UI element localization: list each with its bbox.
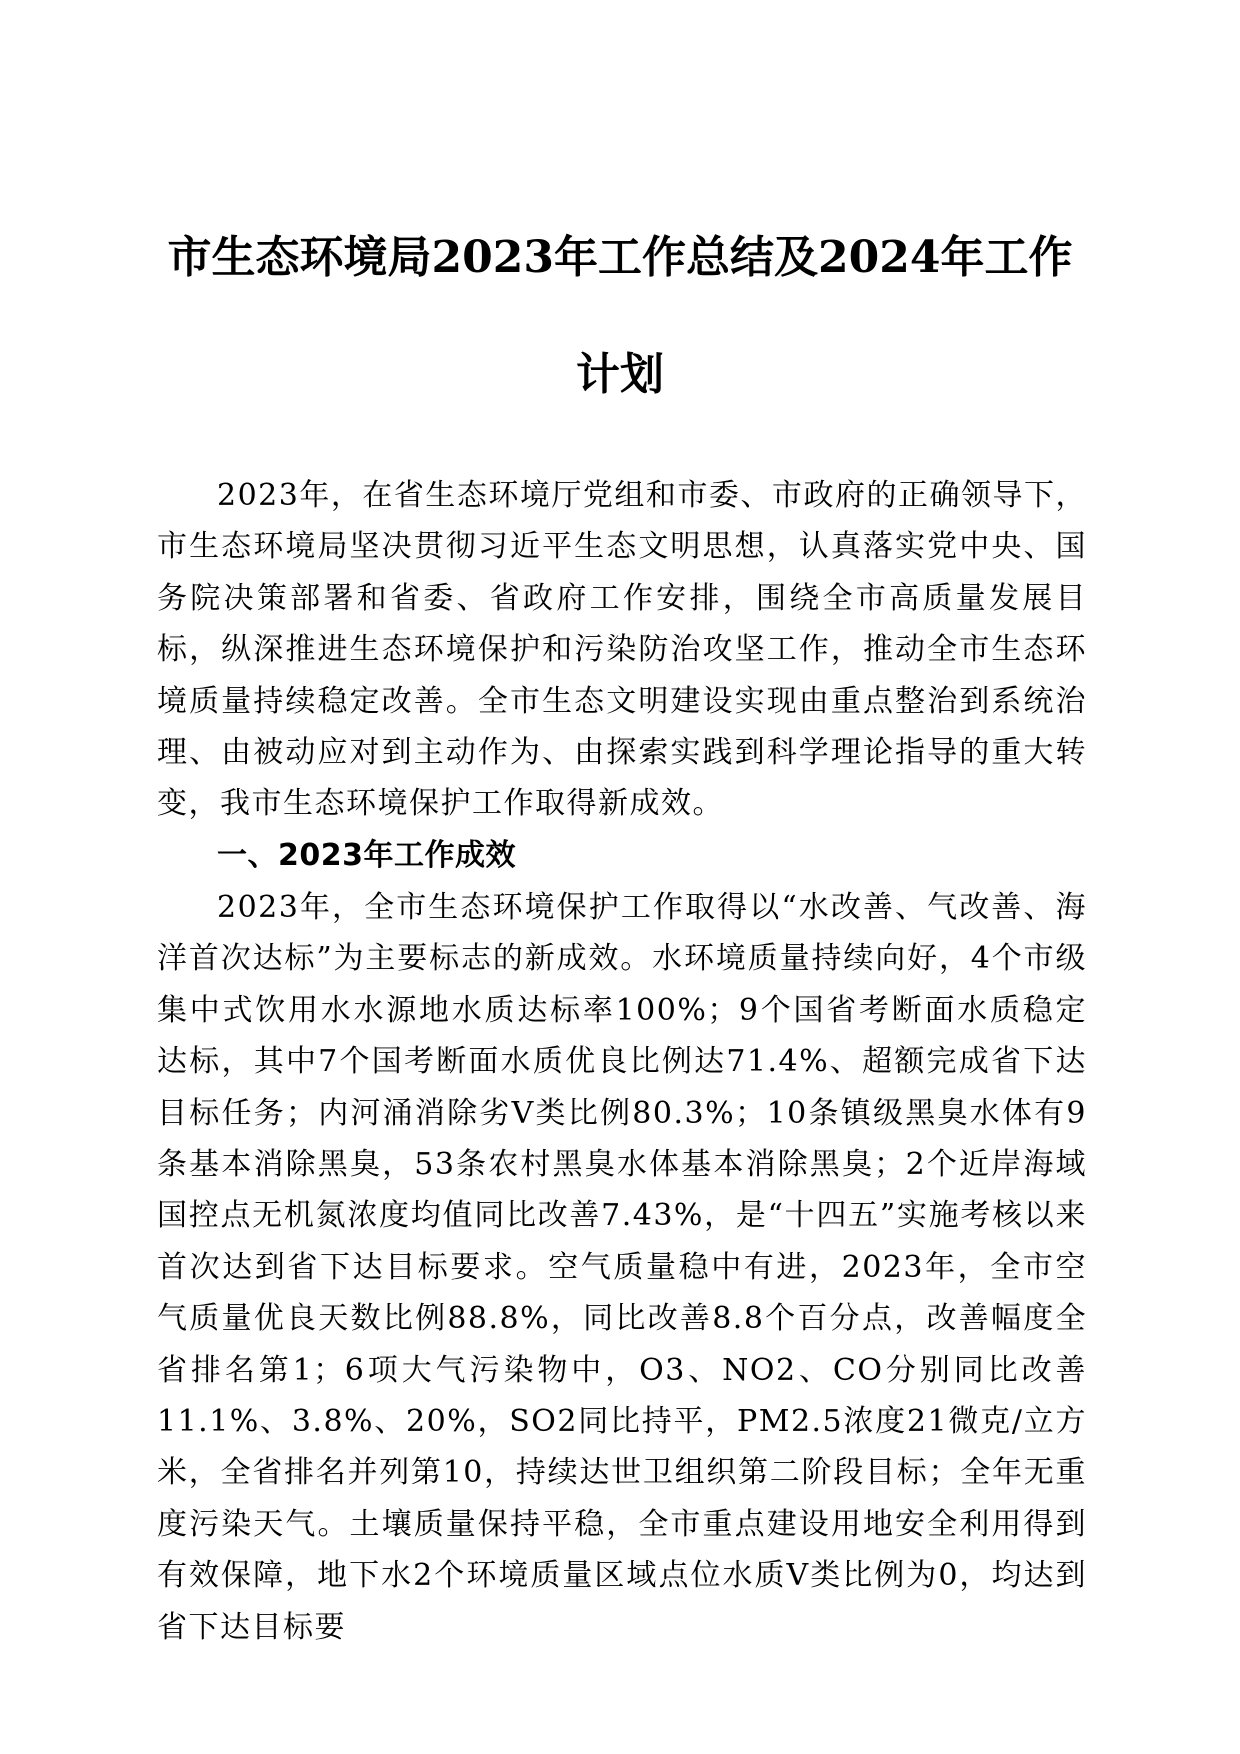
- intro-paragraph: 2023年，在省生态环境厅党组和市委、市政府的正确领导下，市生态环境局坚决贯彻习近平生态文明思想，认真落实党中央、国务院决策部署和省委、省政府工作安排，围绕全市高质量发展目标，纵深推进生态环境保护和污染防治攻坚工作，推动全市生态环境质量持续稳定改善。全市生态文明建设实现由重点整治到系统治理、由被动应对到主动作为、由探索实践到科学理论指导的重大转变，我市生态环境保护工作取得新成效。: [157, 478, 1087, 822]
- section-paragraph: 2023年，全市生态环境保护工作取得以“水改善、气改善、海洋首次达标”为主要标志的新成效。水环境质量持续向好，4个市级集中式饮用水水源地水质达标率100%；9个国省考断面水质稳定达标，其中7个国考断面水质优良比例达71.4%、超额完成省下达目标任务；内河涌消除劣Ⅴ类比例80.3%；10条镇级黑臭水体有9条基本消除黑臭，53条农村黑臭水体基本消除黑臭；2个近岸海域国控点无机氮浓度均值同比改善7.43%，是“十四五”实施考核以来首次达到省下达目标要求。空气质量稳中有进，2023年，全市空气质量优良天数比例88.8%，同比改善8.8个百分点，改善幅度全省排名第1；6项大气污染物中，O3、NO2、CO分别同比改善11.1%、3.8%、20%，SO2同比持平，PM2.5浓度21微克/立方米，全省排名并列第10，持续达世卫组织第二阶段目标；全年无重度污染天气。土壤质量保持平稳，全市重点建设用地安全利用得到有效保障，地下水2个环境质量区域点位水质Ⅴ类比例为0，均达到省下达目标要: [157, 890, 1087, 1645]
- document-title-line-2: 计划: [576, 349, 664, 400]
- section-heading: 一、2023年工作成效: [217, 838, 516, 873]
- document-title-line-1: 市生态环境局2023年工作总结及2024年工作: [167, 232, 1073, 283]
